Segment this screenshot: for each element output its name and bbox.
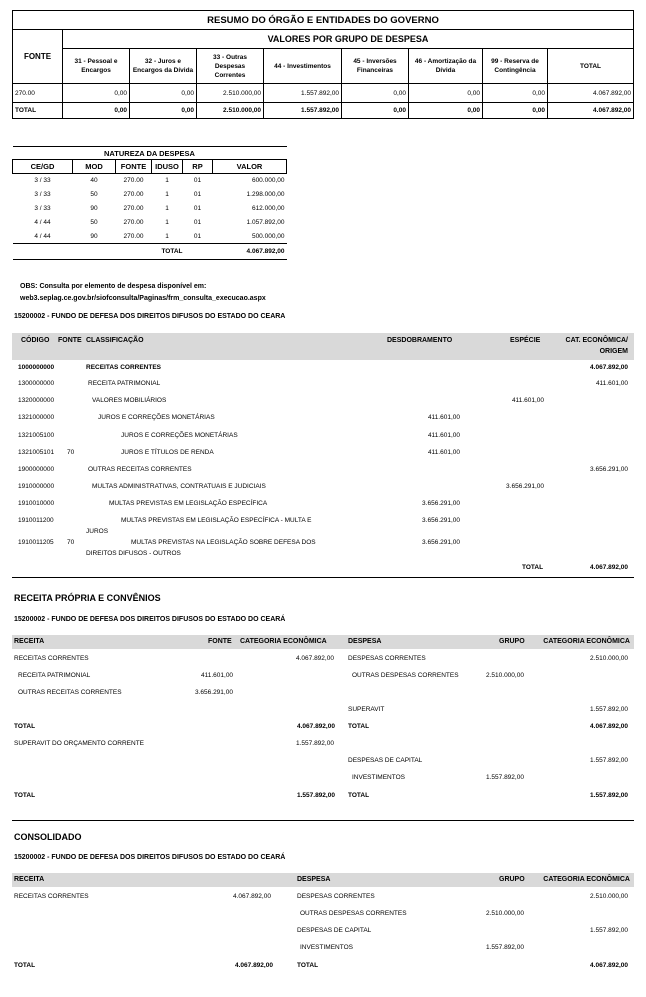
natureza-cell: 1 [165,177,169,185]
total-value: 0,00 [483,103,548,119]
classif-desc: MULTAS PREVISTAS NA LEGISLAÇÃO SOBRE DEFESA DOS [131,539,316,546]
natureza-header: RP [183,160,213,174]
classif-desc: OUTRAS RECEITAS CORRENTES [88,466,192,473]
classif-code: 1910011205 [18,539,54,546]
natureza-cell: 1 [165,219,169,226]
consolidado-h-cat: CATEGORIA ECONÔMICA [543,876,630,883]
classif-code: 1321005100 [18,432,55,439]
classif-header-especie: ESPÉCIE [510,337,541,344]
natureza-cell: 1 [165,232,169,240]
propria-superavit: SUPERAVIT [348,706,385,713]
classif-code: 1320000000 [18,397,55,404]
total-label: TOTAL [13,103,63,119]
natureza-header: VALOR [213,160,287,174]
natureza-total-value: 4.067.892,00 [213,244,287,260]
classif-total-label: TOTAL [522,564,544,571]
resumo-title: RESUMO DO ÓRGÃO E ENTIDADES DO GOVERNO [13,11,634,30]
consolidado-receitas-correntes-val: 4.067.892,00 [233,893,271,900]
classif-desc: RECEITAS CORRENTES [86,364,161,371]
classif-desc: JUROS E CORREÇÕES MONETÁRIAS [121,432,238,439]
consolidado-h-despesa: DESPESA [297,876,331,883]
propria-desp-capital-val: 1.557.892,00 [590,757,628,764]
cell-value: 2.510.000,00 [197,84,264,103]
fonte-header: FONTE [13,30,63,84]
natureza-cell: 1 [165,191,169,198]
classif-desc: MULTAS ADMINISTRATIVAS, CONTRATUAIS E JUDICIAIS [92,483,266,490]
classif-desdobramento: 411.601,00 [427,432,460,439]
propria-invest-val: 1.557.892,00 [486,774,524,781]
natureza-header: CE/GD [13,160,73,174]
natureza-cell: 3 / 33 [34,191,51,198]
cell-value: 0,00 [409,84,483,103]
propria-total-desp-val: 4.067.892,00 [590,723,628,730]
cell-value: 0,00 [342,84,409,103]
classif-code: 1910011200 [18,517,54,524]
classif-desdobramento: 3.656.291,00 [422,517,460,524]
natureza-cell: 270.00 [123,205,144,212]
classif-header-fonte: FONTE [58,337,82,344]
consolidado-total-rec-val: 4.067.892,00 [235,962,273,969]
row-fonte: 270.00 [13,84,63,103]
propria-despesas-correntes-val: 2.510.000,00 [590,655,628,662]
propria-outras-desp: OUTRAS DESPESAS CORRENTES [352,672,459,679]
obs-link[interactable]: web3.seplag.ce.gov.br/siofconsulta/Paginas/frm_consulta_execucao.aspx [20,295,266,302]
consolidado-total-label: TOTAL [14,962,36,969]
classif-desc: MULTAS PREVISTAS EM LEGISLAÇÃO ESPECÍFICA - MULTA E [121,517,312,524]
col-header: 44 - Investimentos [264,49,342,84]
classif-fonte: 70 [67,539,75,546]
natureza-cell: 600.000,00 [251,177,285,185]
classif-code: 1321005101 [18,449,55,456]
classif-desc: MULTAS PREVISTAS EM LEGISLAÇÃO ESPECÍFICA [109,500,268,507]
total-value: 0,00 [63,103,130,119]
natureza-row [13,202,287,216]
consolidado-total-desp-val: 4.067.892,00 [590,962,628,969]
natureza-cell: 01 [193,232,202,240]
natureza-cell: 40 [90,177,98,185]
classif-cat: 3.656.291,00 [590,466,628,473]
classif-header-codigo: CÓDIGO [21,337,50,344]
natureza-cell: 01 [193,177,202,185]
natureza-title: NATUREZA DA DESPESA [13,147,287,160]
classif-especie: 411.601,00 [511,397,544,404]
cell-value: 4.067.892,00 [548,84,634,103]
natureza-cell: 4 / 44 [34,219,51,226]
natureza-cell: 90 [90,232,98,240]
consolidado-despesas-correntes: DESPESAS CORRENTES [297,893,375,900]
propria-total-desp-label: TOTAL [348,723,370,730]
propria-total2-label: TOTAL [14,792,36,799]
consolidado-section-title: CONSOLIDADO [14,832,82,842]
natureza-header: IDUSO [152,160,183,174]
propria-sup-orc-val: 1.557.892,00 [296,740,334,747]
propria-fundo: 15200002 - FUNDO DE DEFESA DOS DIREITOS DIFUSOS DO ESTADO DO CEARÁ [14,616,286,623]
propria-desp-capital: DESPESAS DE CAPITAL [348,757,423,764]
total-value: 1.557.892,00 [264,103,342,119]
propria-total2-desp-label: TOTAL [348,792,370,799]
classif-desdobramento: 3.656.291,00 [422,500,460,507]
propria-receitas-correntes-val: 4.067.892,00 [296,655,334,662]
propria-total-rec-val: 4.067.892,00 [297,723,335,730]
classif-desdobramento: 411.601,00 [427,414,460,421]
classif-desdobramento: 411.601,00 [427,449,460,456]
propria-rec-patr-val: 411.601,00 [201,672,234,679]
classif-header-cat1: CAT. ECONÔMICA/ [565,337,628,344]
propria-total2-desp-val: 1.557.892,00 [590,792,628,799]
propria-h-grupo: GRUPO [499,638,525,645]
classif-code: 1910000000 [18,483,55,490]
natureza-cell: 01 [193,191,202,198]
propria-total2-rec-val: 1.557.892,00 [297,792,335,799]
cell-value: 0,00 [483,84,548,103]
consolidado-receitas-correntes: RECEITAS CORRENTES [14,893,89,900]
propria-sup-orc: SUPERAVIT DO ORÇAMENTO CORRENTE [14,740,145,747]
propria-total-label: TOTAL [14,723,36,730]
consolidado-invest-val: 1.557.892,00 [486,944,524,951]
propria-rec-patr: RECEITA PATRIMONIAL [18,672,91,679]
consolidado-outras-desp-val: 2.510.000,00 [486,910,524,917]
classif-desc: RECEITA PATRIMONIAL [88,380,161,387]
cell-value: 1.557.892,00 [264,84,342,103]
natureza-row [13,230,287,244]
natureza-cell: 4 / 44 [34,232,51,240]
propria-outras-rec-val: 3.656.291,00 [195,689,233,696]
group-header: VALORES POR GRUPO DE DESPESA [63,30,634,49]
consolidado-invest: INVESTIMENTOS [300,944,353,951]
cell-value: 0,00 [63,84,130,103]
natureza-cell: 270.00 [123,219,144,226]
classif-header-desdobramento: DESDOBRAMENTO [387,337,453,344]
consolidado-fundo: 15200002 - FUNDO DE DEFESA DOS DIREITOS DIFUSOS DO ESTADO DO CEARÁ [14,854,286,861]
col-header: TOTAL [548,49,634,84]
consolidado-total-desp-label: TOTAL [297,962,319,969]
natureza-cell: 01 [193,205,202,212]
natureza-cell: 1.057.892,00 [246,219,285,226]
consolidado-desp-capital: DESPESAS DE CAPITAL [297,927,372,934]
natureza-total-label: TOTAL [13,244,213,260]
natureza-table [12,146,287,260]
col-header: 45 - Inversões Financeiras [342,49,409,84]
propria-outras-desp-val: 2.510.000,00 [486,672,524,679]
total-value: 4.067.892,00 [548,103,634,119]
natureza-header: MOD [73,160,116,174]
classif-cat: 411.601,00 [595,380,628,387]
natureza-cell: 500.000,00 [251,232,285,240]
col-header: 32 - Juros e Encargos da Dívida [130,49,197,84]
propria-h-cat: CATEGORIA ECONÔMICA [240,638,327,645]
col-header: 46 - Amortização da Dívida [409,49,483,84]
natureza-row [13,216,287,230]
classif-especie: 3.656.291,00 [506,483,544,490]
natureza-cell: 270.00 [123,177,144,185]
classif-cat: 4.067.892,00 [590,364,628,371]
cell-value: 0,00 [130,84,197,103]
divider [12,820,634,821]
total-value: 0,00 [130,103,197,119]
propria-section-title: RECEITA PRÓPRIA E CONVÊNIOS [14,593,161,603]
propria-superavit-val: 1.557.892,00 [590,706,628,713]
consolidado-outras-desp: OUTRAS DESPESAS CORRENTES [300,910,407,917]
classif-desdobramento: 3.656.291,00 [422,539,460,546]
consolidado-h-grupo: GRUPO [499,876,525,883]
classif-desc-cont: JUROS [86,528,109,535]
classif-header-cat2: ORIGEM [599,348,628,355]
propria-outras-rec: OUTRAS RECEITAS CORRENTES [18,689,122,696]
classif-header-classificacao: CLASSIFICAÇÃO [86,337,144,344]
classif-desc-cont: DIREITOS DIFUSOS - OUTROS [86,550,181,557]
consolidado-desp-capital-val: 1.557.892,00 [590,927,628,934]
classif-desc: JUROS E CORREÇÕES MONETÁRIAS [98,414,215,421]
natureza-row [13,174,287,188]
classif-code: 1910010000 [18,500,55,507]
consolidado-despesas-correntes-val: 2.510.000,00 [590,893,628,900]
propria-h-despesa: DESPESA [348,638,382,645]
natureza-cell: 3 / 33 [34,205,51,212]
natureza-cell: 1.298.000,00 [246,191,285,198]
classif-desc: JUROS E TÍTULOS DE RENDA [121,449,214,456]
propria-despesas-correntes: DESPESAS CORRENTES [348,655,426,662]
divider [12,577,634,578]
natureza-header: FONTE [116,160,152,174]
propria-invest: INVESTIMENTOS [352,774,405,781]
natureza-row [13,188,287,202]
natureza-cell: 1 [165,205,169,212]
col-header: 99 - Reserva de Contingência [483,49,548,84]
natureza-cell: 612.000,00 [251,205,285,212]
col-header: 33 - Outras Despesas Correntes [197,49,264,84]
natureza-cell: 50 [90,219,98,226]
consolidado-h-receita: RECEITA [14,876,45,883]
col-header: 31 - Pessoal e Encargos [63,49,130,84]
classif-code: 1321000000 [18,414,55,421]
obs-line1: OBS: Consulta por elemento de despesa disponível em: [20,283,207,290]
total-value: 0,00 [342,103,409,119]
natureza-cell: 01 [193,219,202,226]
fundo-title: 15200002 - FUNDO DE DEFESA DOS DIREITOS DIFUSOS DO ESTADO DO CEARA [14,313,286,320]
natureza-cell: 3 / 33 [34,177,51,185]
natureza-cell: 50 [90,191,98,198]
natureza-cell: 270.00 [123,191,144,198]
natureza-cell: 270.00 [123,232,144,240]
propria-h-receita: RECEITA [14,638,45,645]
propria-h-fonte: FONTE [208,638,232,645]
total-value: 2.510.000,00 [197,103,264,119]
classif-total-value: 4.067.892,00 [590,564,628,571]
total-value: 0,00 [409,103,483,119]
propria-h-cat2: CATEGORIA ECONÔMICA [543,638,630,645]
classif-desc: VALORES MOBILIÁRIOS [92,397,167,404]
classif-code: 1300000000 [18,380,55,387]
propria-receitas-correntes: RECEITAS CORRENTES [14,655,89,662]
natureza-cell: 90 [90,205,98,212]
resumo-table [12,10,634,119]
classif-code: 1900000000 [18,466,55,473]
classif-code: 1000000000 [18,364,55,371]
classif-fonte: 70 [67,449,75,456]
